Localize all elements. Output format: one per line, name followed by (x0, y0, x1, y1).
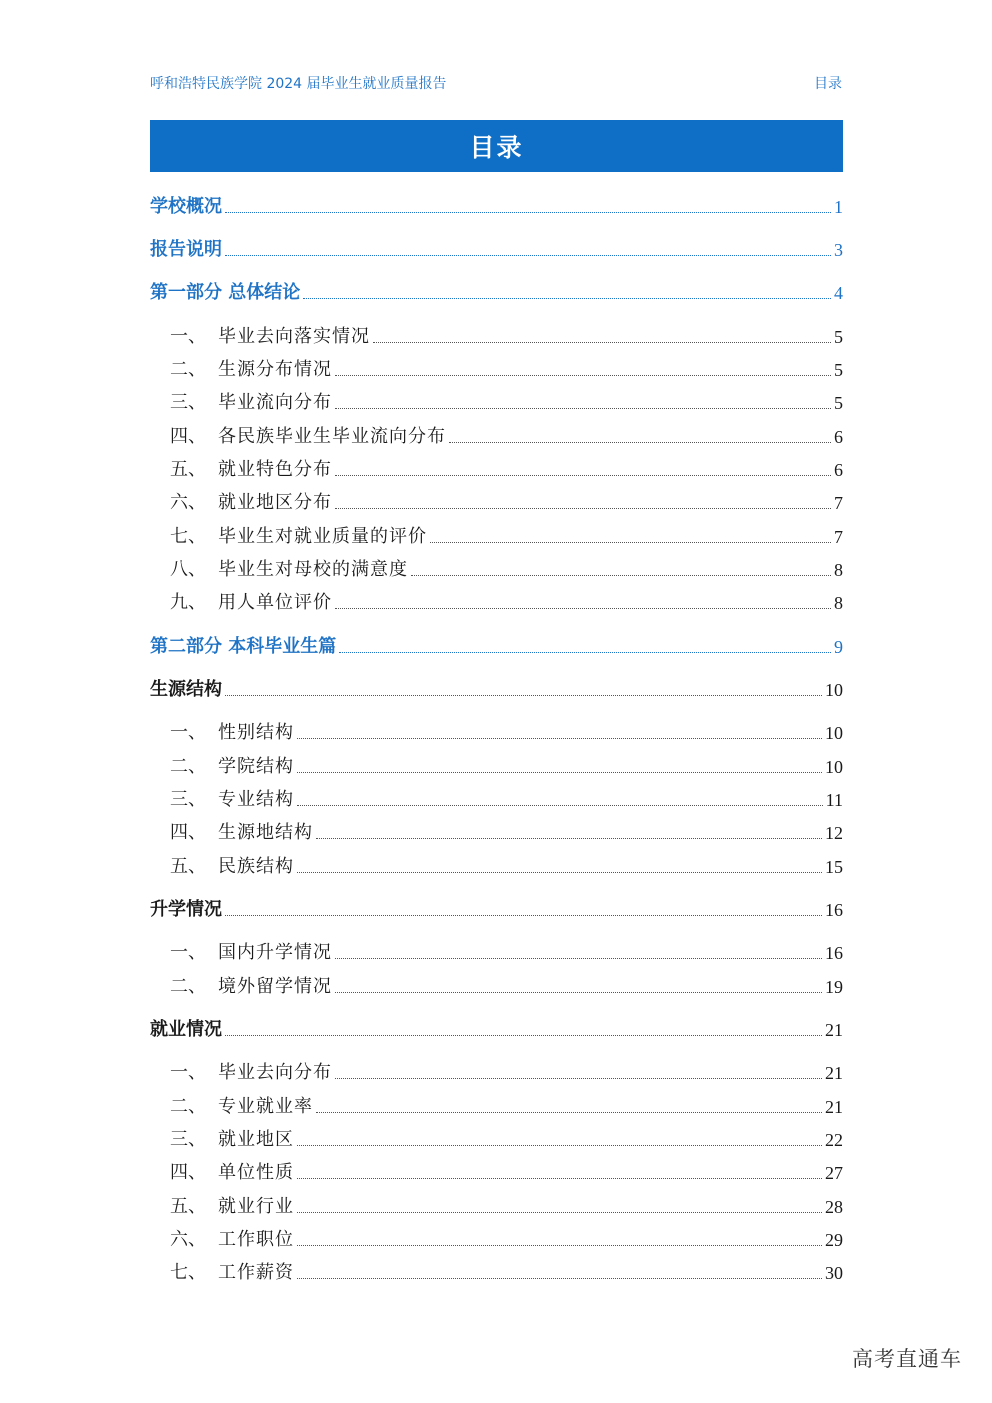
toc-entry-label: 就业行业 (218, 1196, 294, 1217)
toc-dot-leader (339, 652, 831, 653)
watermark: 高考直通车 (852, 1347, 962, 1371)
toc-dot-leader (297, 805, 823, 806)
toc-entry-page-number: 5 (834, 360, 843, 380)
toc-entry-page-number: 9 (834, 637, 843, 657)
toc-entry[interactable] (150, 718, 843, 744)
toc-entry-number: 四、 (170, 426, 206, 447)
toc-entry[interactable] (150, 1092, 843, 1118)
toc-entry-page-number: 21 (825, 1063, 843, 1083)
toc-entry-page-number: 12 (825, 823, 843, 843)
toc-entry[interactable] (150, 555, 843, 581)
toc-entry-page-number: 10 (825, 757, 843, 777)
toc-entry-label: 工作职位 (218, 1229, 294, 1250)
toc-entry-page-number: 21 (825, 1097, 843, 1117)
toc-entry[interactable] (150, 1225, 843, 1251)
toc-entry[interactable] (150, 972, 843, 998)
toc-entry-page-number: 10 (825, 723, 843, 743)
toc-entry-label: 民族结构 (218, 856, 294, 877)
toc-entry[interactable] (150, 355, 843, 381)
toc-entry-page-number: 7 (834, 493, 843, 513)
toc-entry-page-number: 30 (825, 1263, 843, 1283)
toc-dot-leader (225, 915, 822, 916)
toc-entry-number: 一、 (170, 942, 206, 963)
toc-dot-leader (297, 1212, 822, 1213)
toc-dot-leader (297, 1278, 822, 1279)
toc-dot-leader (335, 408, 831, 409)
toc-entry-number: 二、 (170, 359, 206, 380)
toc-entry-page-number: 6 (834, 460, 843, 480)
toc-entry[interactable] (150, 895, 843, 921)
toc-entry-label: 学校概况 (150, 196, 222, 217)
toc-entry-label: 毕业去向分布 (218, 1062, 332, 1083)
toc-entry[interactable] (150, 1058, 843, 1084)
header-report-title: 呼和浩特民族学院 2024 届毕业生就业质量报告 (150, 76, 447, 92)
toc-dot-leader (373, 342, 831, 343)
toc-entry-page-number: 3 (834, 240, 843, 260)
toc-entry[interactable] (150, 1125, 843, 1151)
toc-entry-number: 一、 (170, 722, 206, 743)
toc-entry[interactable] (150, 322, 843, 348)
toc-entry-label: 单位性质 (218, 1162, 294, 1183)
page-header (150, 72, 842, 94)
toc-entry-number: 五、 (170, 459, 206, 480)
toc-dot-leader (297, 772, 822, 773)
toc-entry-label: 生源地结构 (218, 822, 313, 843)
toc-entry[interactable] (150, 522, 843, 548)
toc-dot-leader (303, 298, 831, 299)
toc-dot-leader (335, 992, 822, 993)
toc-dot-leader (225, 1035, 822, 1036)
toc-entry-number: 四、 (170, 822, 206, 843)
toc-entry-number: 二、 (170, 1096, 206, 1117)
toc-entry[interactable] (150, 752, 843, 778)
toc-entry[interactable] (150, 1192, 843, 1218)
toc-entry-label: 毕业去向落实情况 (218, 326, 370, 347)
toc-entry-number: 七、 (170, 1262, 206, 1283)
toc-entry-number: 二、 (170, 976, 206, 997)
toc-entry-label: 学院结构 (218, 756, 294, 777)
toc-entry-page-number: 28 (825, 1197, 843, 1217)
toc-entry-page-number: 15 (825, 857, 843, 877)
toc-entry[interactable] (150, 632, 843, 658)
toc-entry-label: 生源分布情况 (218, 359, 332, 380)
toc-dot-leader (297, 1178, 822, 1179)
toc-entry[interactable] (150, 422, 843, 448)
toc-entry-label: 生源结构 (150, 679, 222, 700)
toc-dot-leader (225, 255, 831, 256)
toc-entry-number: 三、 (170, 1129, 206, 1150)
toc-entry-number: 二、 (170, 756, 206, 777)
toc-title: 目录 (469, 133, 524, 162)
toc-entry-page-number: 22 (825, 1130, 843, 1150)
toc-entry-number: 一、 (170, 1062, 206, 1083)
toc-entry-number: 八、 (170, 559, 206, 580)
toc-entry-number: 九、 (170, 592, 206, 613)
toc-dot-leader (411, 575, 831, 576)
toc-dot-leader (225, 212, 831, 213)
toc-entry-page-number: 5 (834, 393, 843, 413)
toc-entry-label: 专业结构 (218, 789, 294, 810)
toc-entry-label: 用人单位评价 (218, 592, 332, 613)
toc-dot-leader (297, 1245, 822, 1246)
toc-entry-number: 三、 (170, 789, 206, 810)
toc-entry-page-number: 7 (834, 527, 843, 547)
toc-entry-page-number: 27 (825, 1163, 843, 1183)
toc-entry-page-number: 16 (825, 900, 843, 920)
toc-dot-leader (430, 542, 831, 543)
toc-entry-page-number: 4 (834, 283, 843, 303)
toc-entry-label: 升学情况 (150, 899, 222, 920)
toc-entry-page-number: 29 (825, 1230, 843, 1250)
toc-entry-page-number: 11 (825, 790, 843, 810)
toc-entry-page-number: 16 (825, 943, 843, 963)
header-section-name: 目录 (814, 76, 842, 92)
toc-entry-label: 就业地区分布 (218, 492, 332, 513)
toc-entry-label: 性别结构 (218, 722, 294, 743)
toc-entry-label: 专业就业率 (218, 1096, 313, 1117)
toc-entry-label: 报告说明 (150, 239, 222, 260)
toc-entry-label: 毕业生对母校的满意度 (218, 559, 408, 580)
toc-entry-number: 六、 (170, 492, 206, 513)
toc-dot-leader (335, 958, 822, 959)
toc-entry-page-number: 19 (825, 977, 843, 997)
toc-dot-leader (335, 508, 831, 509)
toc-entry-label: 就业情况 (150, 1019, 222, 1040)
toc-entry-label: 国内升学情况 (218, 942, 332, 963)
toc-entry[interactable] (150, 235, 843, 261)
toc-entry-page-number: 21 (825, 1020, 843, 1040)
toc-entry-page-number: 5 (834, 327, 843, 347)
toc-entry[interactable] (150, 588, 843, 614)
toc-entry-page-number: 6 (834, 427, 843, 447)
toc-dot-leader (297, 738, 822, 739)
toc-dot-leader (225, 695, 822, 696)
toc-dot-leader (335, 475, 831, 476)
toc-dot-leader (316, 1112, 822, 1113)
toc-entry-number: 七、 (170, 526, 206, 547)
toc-entry[interactable] (150, 388, 843, 414)
toc-dot-leader (449, 442, 831, 443)
toc-entry-number: 四、 (170, 1162, 206, 1183)
toc-entry-page-number: 8 (834, 593, 843, 613)
toc-entry-page-number: 8 (834, 560, 843, 580)
toc-entry-number: 三、 (170, 392, 206, 413)
toc-entry-label: 就业地区 (218, 1129, 294, 1150)
toc-dot-leader (335, 608, 831, 609)
toc-dot-leader (297, 1145, 822, 1146)
toc-entry-label: 第一部分 总体结论 (150, 282, 301, 303)
toc-entry[interactable] (150, 1015, 843, 1041)
toc-entry-number: 五、 (170, 856, 206, 877)
toc-entry-label: 第二部分 本科毕业生篇 (150, 636, 337, 657)
toc-dot-leader (316, 838, 822, 839)
toc-entry[interactable] (150, 1258, 843, 1284)
toc-entry-number: 五、 (170, 1196, 206, 1217)
toc-entry[interactable] (150, 192, 843, 218)
toc-entry[interactable] (150, 785, 843, 811)
toc-entry-page-number: 1 (834, 197, 843, 217)
toc-entry-label: 就业特色分布 (218, 459, 332, 480)
toc-entry-label: 工作薪资 (218, 1262, 294, 1283)
toc-entry-label: 各民族毕业生毕业流向分布 (218, 426, 446, 447)
toc-entry[interactable] (150, 278, 843, 304)
toc-entry[interactable] (150, 852, 843, 878)
toc-entry[interactable] (150, 488, 843, 514)
toc-dot-leader (335, 1078, 822, 1079)
toc-entry[interactable] (150, 818, 843, 844)
toc-title-banner (150, 120, 843, 172)
toc-dot-leader (335, 375, 831, 376)
toc-entry[interactable] (150, 938, 843, 964)
toc-entry-page-number: 10 (825, 680, 843, 700)
toc-entry-number: 一、 (170, 326, 206, 347)
toc-entry-label: 毕业生对就业质量的评价 (218, 526, 427, 547)
toc-entry[interactable] (150, 455, 843, 481)
toc-entry-label: 毕业流向分布 (218, 392, 332, 413)
toc-entry[interactable] (150, 675, 843, 701)
toc-entry[interactable] (150, 1158, 843, 1184)
toc-entry-label: 境外留学情况 (218, 976, 332, 997)
toc-dot-leader (297, 872, 822, 873)
toc-entry-number: 六、 (170, 1229, 206, 1250)
